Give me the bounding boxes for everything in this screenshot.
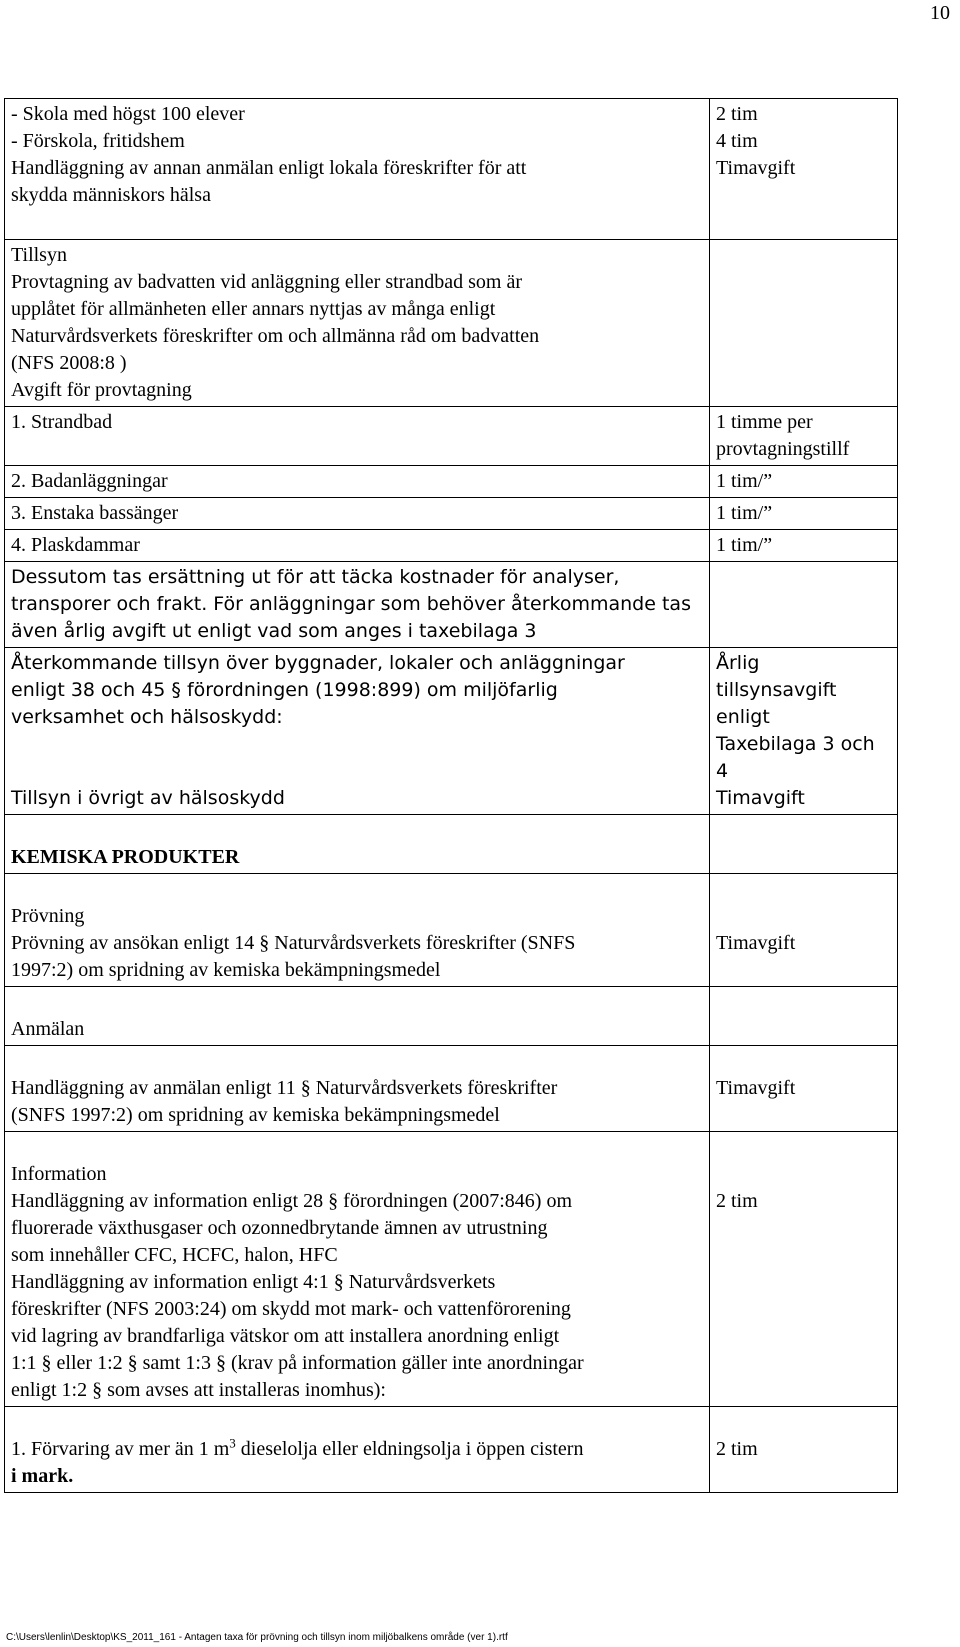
table-row [5,466,898,498]
text-line: verksamhet och hälsoskydd: [11,706,283,728]
text-line: Tillsyn [11,244,67,266]
row-fee [710,407,898,466]
text-line: Information [11,1163,107,1185]
row-fee [710,530,898,562]
fee-line: 4 [716,760,729,782]
fee-line: Timavgift [716,1077,796,1099]
text-line: Prövning [11,905,85,927]
fee-line: Timavgift [716,787,805,809]
fee-line: 4 tim [716,130,758,152]
text-part: dieselolja eller eldningsolja i öppen cistern [235,1438,584,1460]
section-heading: KEMISKA PRODUKTER [11,846,240,868]
row-fee [710,815,898,874]
fee-line: 1 tim/” [716,470,773,492]
text-line: Handläggning av information enligt 4:1 § Naturvårdsverkets [11,1271,496,1293]
table-row [5,407,898,466]
row-fee [710,466,898,498]
text-line: (NFS 2008:8 ) [11,352,127,374]
row-fee [710,562,898,648]
row-description [5,1407,710,1493]
text-line: fluorerade växthusgaser och ozonnedbrytande ämnen av utrustning [11,1217,548,1239]
text-line: Återkommande tillsyn över byggnader, lokaler och anläggningar [11,652,625,674]
row-description [5,874,710,987]
table-row [5,1046,898,1132]
fee-line: 2 tim [716,103,758,125]
row-description [5,987,710,1046]
text-line: 3. Enstaka bassänger [11,502,179,524]
text-line: enligt 1:2 § som avses att installeras inomhus): [11,1379,386,1401]
table-row [5,562,898,648]
row-fee [710,99,898,240]
text-line: Dessutom tas ersättning ut för att täcka kostnader för analyser, [11,566,620,588]
fee-line: 1 tim/” [716,534,773,556]
table-row [5,874,898,987]
row-fee [710,648,898,815]
row-fee [710,987,898,1046]
row-description [5,466,710,498]
row-description [5,562,710,648]
spacer [11,758,705,785]
table-row [5,240,898,407]
fee-line: enligt [716,706,770,728]
text-line: Prövning av ansökan enligt 14 § Naturvårdsverkets föreskrifter (SNFS [11,932,576,954]
fee-line: Taxebilaga 3 och [716,733,875,755]
text-line: - Skola med högst 100 elever [11,103,245,125]
fee-line: 2 tim [716,1190,758,1212]
fee-line: tillsynsavgift [716,679,837,701]
text-line: även årlig avgift ut enligt vad som anges i taxebilaga 3 [11,620,537,642]
text-line: 1. Strandbad [11,411,113,433]
row-description [5,648,710,815]
row-fee [710,240,898,407]
text-line [11,1436,705,1463]
text-line: Handläggning av information enligt 28 § förordningen (2007:846) om [11,1190,573,1212]
fee-line: Årlig [716,652,760,674]
row-fee [710,874,898,987]
row-description [5,1132,710,1407]
text-line: Handläggning av annan anmälan enligt lokala föreskrifter för att [11,157,527,179]
text-line: i mark. [11,1465,74,1487]
table-row [5,987,898,1046]
fee-table [4,98,898,1493]
row-description [5,1046,710,1132]
table-row [5,648,898,815]
row-description [5,240,710,407]
row-description [5,407,710,466]
text-line: - Förskola, fritidshem [11,130,185,152]
row-fee [710,498,898,530]
row-description [5,498,710,530]
row-fee [710,1132,898,1407]
page-number: 10 [930,2,950,24]
text-line: upplåtet för allmänheten eller annars nyttjas av många enligt [11,298,496,320]
row-description [5,530,710,562]
text-line: Naturvårdsverkets föreskrifter om och allmänna råd om badvatten [11,325,540,347]
text-line: som innehåller CFC, HCFC, halon, HFC [11,1244,338,1266]
row-description [5,815,710,874]
text-line: skydda människors hälsa [11,184,211,206]
fee-line: Timavgift [716,157,796,179]
text-line: 4. Plaskdammar [11,534,140,556]
text-line: enligt 38 och 45 § förordningen (1998:899) om miljöfarlig [11,679,558,701]
table-row [5,99,898,240]
text-line: Avgift för provtagning [11,379,192,401]
text-line: 1997:2) om spridning av kemiska bekämpningsmedel [11,959,441,981]
superscript: 3 [229,1435,236,1451]
text-line: vid lagring av brandfarliga vätskor om att installera anordning enligt [11,1325,560,1347]
table-row [5,1407,898,1493]
row-fee [710,1407,898,1493]
row-description [5,99,710,240]
table-row [5,815,898,874]
fee-line: Timavgift [716,932,796,954]
text-line: föreskrifter (NFS 2003:24) om skydd mot mark- och vattenförorening [11,1298,571,1320]
text-line: 1:1 § eller 1:2 § samt 1:3 § (krav på information gäller inte anordningar [11,1352,584,1374]
table-row [5,1132,898,1407]
text-line: Provtagning av badvatten vid anläggning eller strandbad som är [11,271,522,293]
fee-line: 1 timme per [716,411,813,433]
table-row [5,498,898,530]
text-part: 1. Förvaring av mer än 1 m [11,1438,230,1460]
footer-file-path: C:\Users\lenlin\Desktop\KS_2011_161 - Antagen taxa för prövning och tillsyn inom miljöbalkens område (ver 1).rtf [6,1632,508,1643]
text-line: Handläggning av anmälan enligt 11 § Naturvårdsverkets föreskrifter [11,1077,558,1099]
spacer [11,731,705,758]
fee-line: provtagningstillf [716,438,850,460]
text-line: Anmälan [11,1018,85,1040]
text-line: 2. Badanläggningar [11,470,168,492]
table-row [5,530,898,562]
row-fee [710,1046,898,1132]
text-line: transporer och frakt. För anläggningar som behöver återkommande tas [11,593,691,615]
text-line: (SNFS 1997:2) om spridning av kemiska bekämpningsmedel [11,1104,500,1126]
text-line: Tillsyn i övrigt av hälsoskydd [11,787,285,809]
fee-line: 1 tim/” [716,502,773,524]
fee-line: 2 tim [716,1438,758,1460]
